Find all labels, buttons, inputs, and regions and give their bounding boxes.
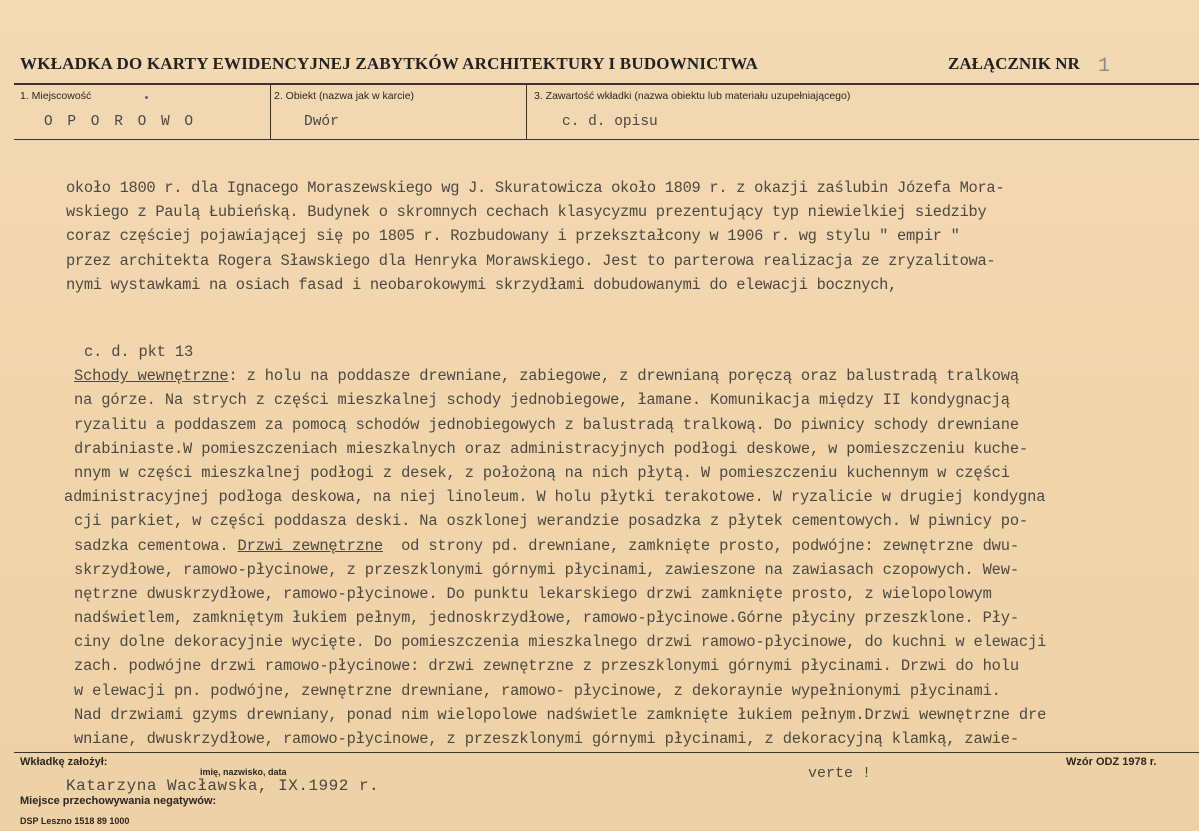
decorative-dot xyxy=(145,96,148,99)
text-line-rest: od strony pd. drewniane, zamknięte prosto, podwójne: zewnętrzne dwu- xyxy=(382,536,1019,555)
text-line: skrzydłowe, ramowo-płycinowe, z przeszklonymi górnymi płycinami, zawieszone na zawiasach czopowych. Wew- xyxy=(74,560,1019,579)
text-line: cji parkiet, w części poddasza deski. Na oszklonej werandzie posadzka z płytek cementowych. W piwnicy po- xyxy=(74,512,1029,531)
attachment-label: ZAŁĄCZNIK NR xyxy=(948,54,1080,73)
footer-rule xyxy=(14,752,1199,753)
field-content-label: 3. Zawartość wkładki (nazwa obiektu lub materiału uzupełniającego) xyxy=(534,90,851,102)
description-paragraph-1 xyxy=(66,176,1176,297)
attachment-number: 1 xyxy=(1098,55,1111,78)
text-line: przez architekta Rogera Sławskiego dla Henryka Morawskiego. Jest to parterowa realizacja ze zryzalitowa- xyxy=(66,251,996,270)
field-locality-label: 1. Miejscowość xyxy=(20,90,92,102)
text-line-pre: sadzka cementowa. xyxy=(74,536,238,555)
text-line: ciny dolne dekoracyjnie wycięte. Do pomieszczenia mieszkalnego drzwi ramowo-płycinowe, do kuchni w elewacji xyxy=(74,633,1047,652)
stairs-heading: Schody wewnętrzne xyxy=(74,367,229,386)
text-line: drabiniaste.W pomieszczeniach mieszkalnych oraz administracyjnych podłogi deskowe, w pomieszczeniu kuche- xyxy=(74,439,1029,458)
footer-author: Katarzyna Wacławska, IX.1992 r. xyxy=(66,777,380,795)
field-object-value: Dwór xyxy=(304,114,339,130)
text-line-rest: : z holu na poddasze drewniane, zabiegowe, z drewnianą poręczą oraz balustradą tralkową xyxy=(228,367,1019,386)
text-line: nętrzne dwuskrzydłowe, ramowo-płycinowe. Do punktu lekarskiego drzwi zamknięte prosto, z wielopolowym xyxy=(74,584,992,603)
field-divider xyxy=(270,85,271,139)
footer-print-info: DSP Leszno 1518 89 1000 xyxy=(20,816,130,826)
footer-name-date-label: imię, nazwisko, data xyxy=(200,767,287,777)
footer-created-label: Wkładkę założył: xyxy=(20,756,108,768)
text-line: nymi wystawkami na osiach fasad i neobarokowymi skrzydłami dobudowanymi do elewacji bocznych, xyxy=(66,275,898,294)
text-line: nnym w części mieszkalnej podłogi z desek, z położoną na nich płytą. W pomieszczeniu kuchennym w części xyxy=(74,463,1010,482)
footer-verte: verte ! xyxy=(808,765,872,782)
footer-template-version: Wzór ODZ 1978 r. xyxy=(1066,756,1157,768)
field-divider xyxy=(526,85,527,139)
field-content-value: c. d. opisu xyxy=(562,114,658,130)
form-title: WKŁADKA DO KARTY EWIDENCYJNEJ ZABYTKÓW ARCHITEKTURY I BUDOWNICTWA xyxy=(20,54,759,73)
fields-rule xyxy=(14,139,1199,140)
text-line: ryzalitu a poddaszem za pomocą schodów jednobiegowych z balustradą tralkową. Do piwnicy schody drewniane xyxy=(74,415,1019,434)
doors-heading: Drzwi zewnętrzne xyxy=(237,536,383,555)
text-line: wniane, dwuskrzydłowe, ramowo-płycinowe, z przeszklonymi górnymi płycinami, z dekoracyjną klamką, zawie- xyxy=(74,730,1019,748)
description-paragraph-2 xyxy=(66,340,1186,751)
text-line: wskiego z Paulą Łubieńską. Budynek o skromnych cechach klasycyzmu prezentujący typ niewielkiej siedziby xyxy=(66,203,987,222)
text-line: nadświetlem, zamkniętym łukiem pełnym, jednoskrzydłowe, ramowo-płycinowe.Górne płyciny przeszklone. Pły- xyxy=(74,609,1019,628)
header-rule xyxy=(14,83,1199,85)
footer-negatives-label: Miejsce przechowywania negatywów: xyxy=(20,795,217,807)
field-object-label: 2. Obiekt (nazwa jak w karcie) xyxy=(274,90,415,102)
section-continuation: c. d. pkt 13 xyxy=(84,343,194,361)
text-line: na górze. Na strych z części mieszkalnej schody jednobiegowe, łamane. Komunikacja między II kondygnacją xyxy=(74,391,1010,410)
text-line: około 1800 r. dla Ignacego Moraszewskiego wg J. Skuratowicza około 1809 r. z okazji zaślubin Józefa Mora- xyxy=(66,179,1005,197)
text-line: administracyjnej podłoga deskowa, na niej linoleum. W holu płytki terakotowe. W ryzalicie w drugiej kondygna xyxy=(64,488,1046,507)
field-locality-value: O P O R O W O xyxy=(44,114,197,130)
text-line xyxy=(74,364,1186,388)
text-line: zach. podwójne drzwi ramowo-płycinowe: drzwi zewnętrzne z przeszklonymi górnymi płycinami. Drzwi do holu xyxy=(74,657,1019,676)
text-line: coraz częściej pojawiającej się po 1805 r. Rozbudowany i przekształcony w 1906 r. wg stylu " empir " xyxy=(66,227,960,246)
text-line: w elewacji pn. podwójne, zewnętrzne drewniane, ramowo- płycinowe, z dekoraynie wypełnionymi płycinami. xyxy=(74,681,1001,700)
text-line xyxy=(74,534,1186,558)
text-line: Nad drzwiami gzyms drewniany, ponad nim wielopolowe nadświetle zamknięte łukiem pełnym.Drzwi wewnętrzne dre xyxy=(74,705,1047,724)
